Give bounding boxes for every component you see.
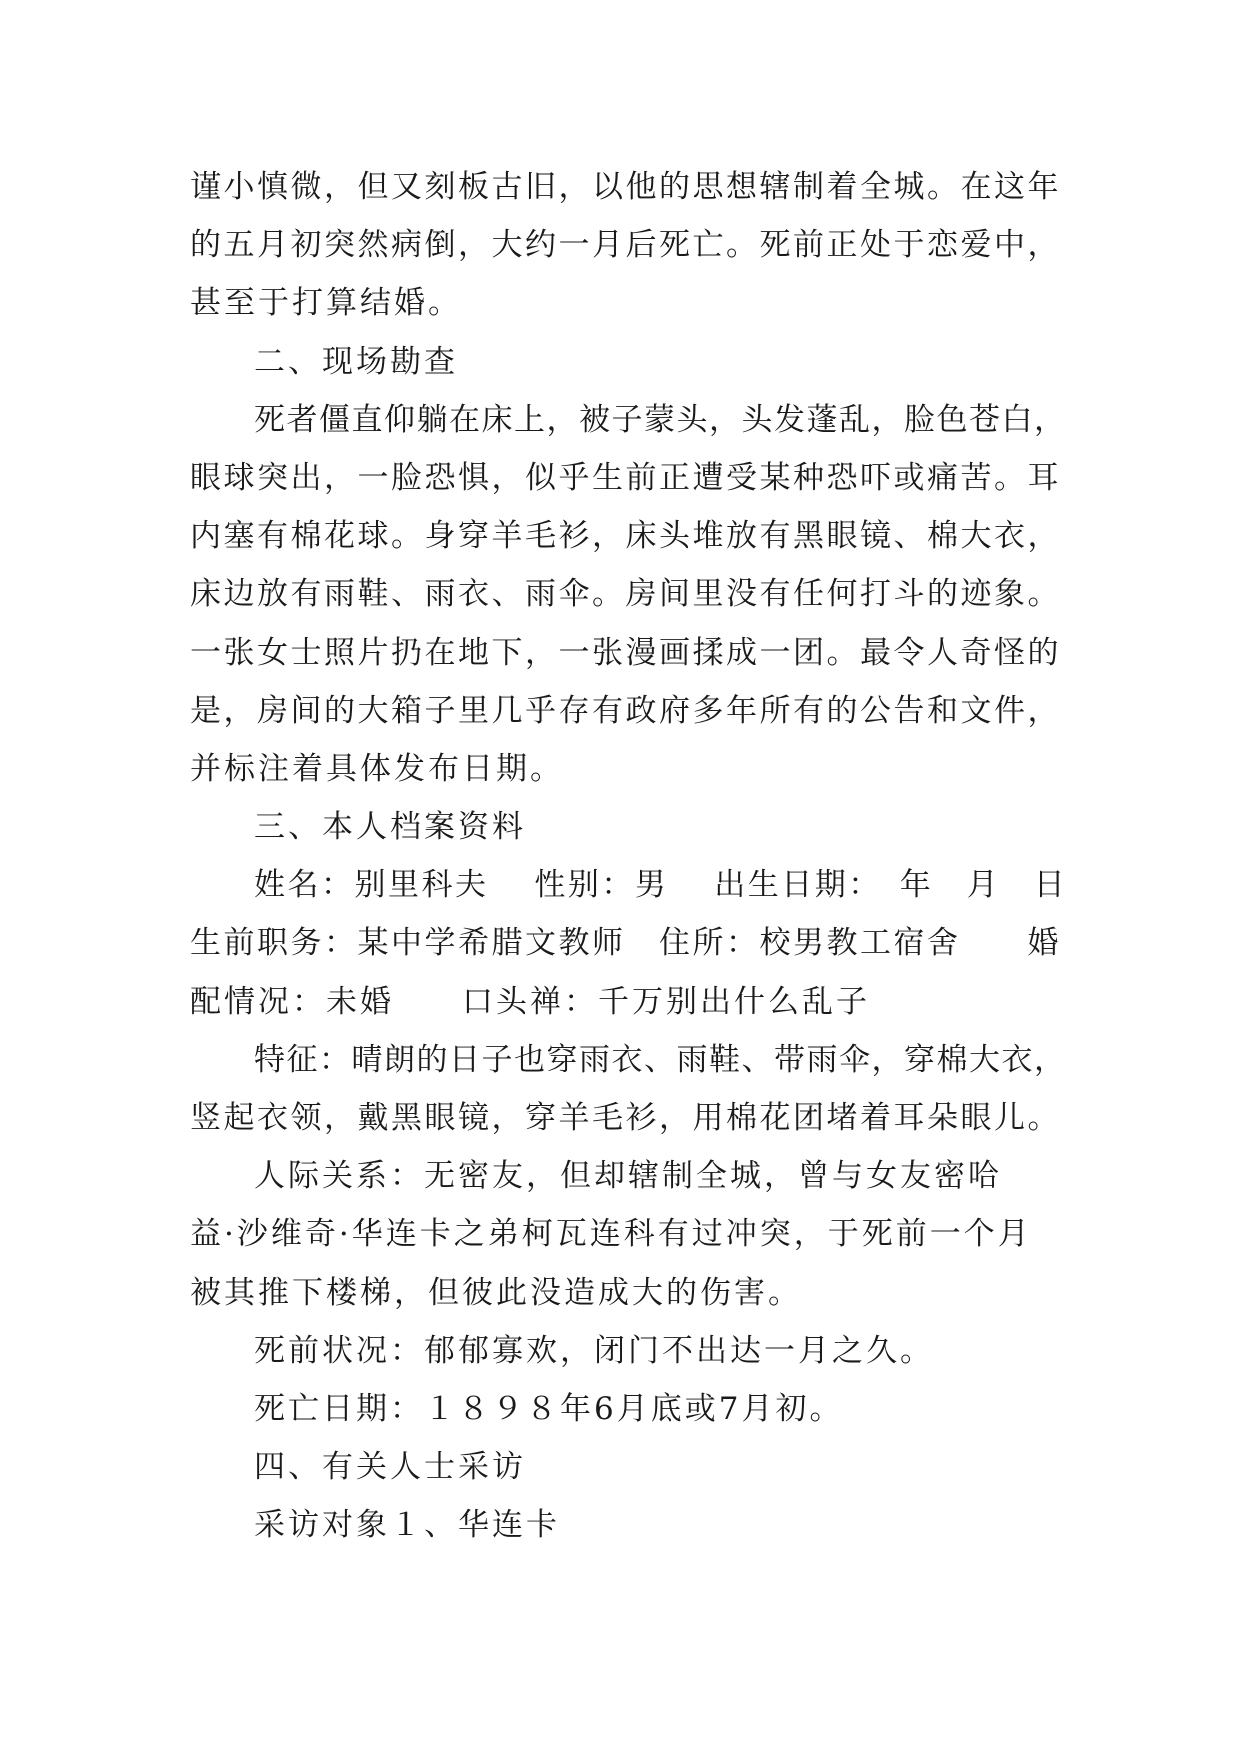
text-line: 配情况：未婚 口头禅：千万别出什么乱子: [190, 983, 870, 1020]
text-line: 特征：晴朗的日子也穿雨衣、雨鞋、带雨伞，穿棉大衣，: [254, 1041, 1067, 1078]
text-line: 益·沙维奇·华连卡之弟柯瓦连科有过冲突，于死前一个月: [190, 1216, 1032, 1253]
text-line: 床边放有雨鞋、雨衣、雨伞。房间里没有任何打斗的迹象。: [190, 576, 1061, 613]
text-line: 的五月初突然病倒，大约一月后死亡。死前正处于恋爱中，: [190, 227, 1061, 264]
text-line: 死亡日期：１８９８年6月底或7月初。: [254, 1390, 844, 1427]
text-line: 姓名：别里科夫 性别：男 出生日期： 年 月 日: [254, 867, 1068, 904]
text-line: 被其推下楼梯，但彼此没造成大的伤害。: [190, 1274, 802, 1311]
text-line: 眼球突出，一脸恐惧，似乎生前正遭受某种恐吓或痛苦。耳: [190, 459, 1061, 496]
text-line: 死前状况：郁郁寡欢，闭门不出达一月之久。: [254, 1332, 934, 1369]
text-line: 甚至于打算结婚。: [190, 285, 462, 322]
section-heading: 三、本人档案资料: [254, 809, 526, 846]
text-line: 内塞有棉花球。身穿羊毛衫，床头堆放有黑眼镜、棉大衣，: [190, 518, 1061, 555]
text-line: 一张女士照片扔在地下，一张漫画揉成一团。最令人奇怪的: [190, 634, 1061, 671]
text-line: 是，房间的大箱子里几乎存有政府多年所有的公告和文件，: [190, 692, 1061, 729]
text-line: 谨小慎微，但又刻板古旧，以他的思想辖制着全城。在这年: [190, 169, 1061, 205]
text-line: 人际关系：无密友，但却辖制全城，曾与女友密哈: [254, 1158, 1002, 1195]
text-line: 采访对象１、华连卡: [254, 1507, 560, 1544]
text-line: 竖起衣领，戴黑眼镜，穿羊毛衫，用棉花团堵着耳朵眼儿。: [190, 1100, 1061, 1136]
text-line: 死者僵直仰躺在床上，被子蒙头，头发蓬乱，脸色苍白，: [254, 401, 1067, 438]
text-line: 并标注着具体发布日期。: [190, 750, 564, 787]
section-heading: 四、有关人士采访: [254, 1449, 526, 1486]
text-line: 生前职务：某中学希腊文教师 住所：校男教工宿舍 婚: [190, 925, 1061, 962]
section-heading: 二、现场勘查: [254, 343, 458, 380]
document-body: [190, 158, 1070, 1555]
